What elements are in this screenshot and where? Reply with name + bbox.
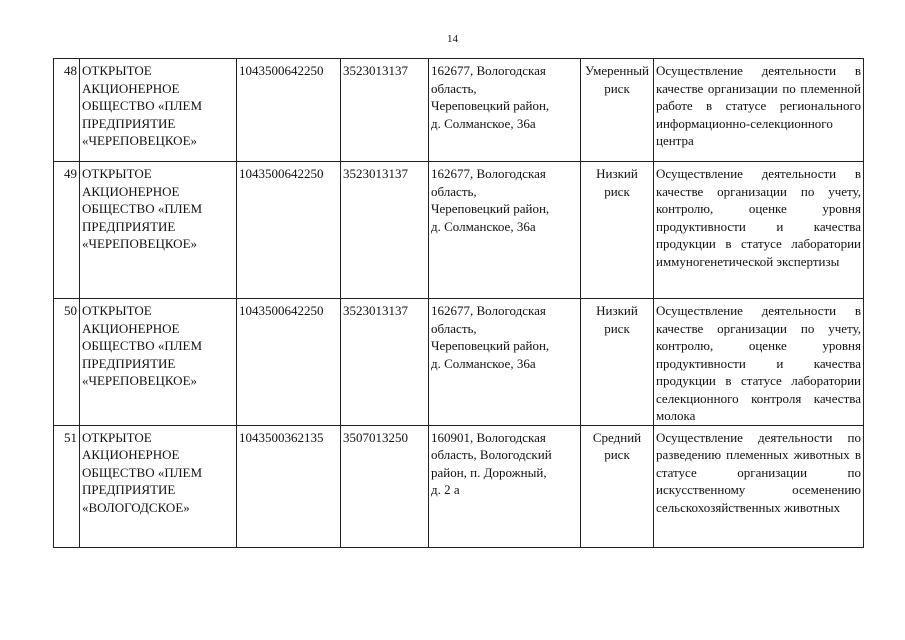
table-row [54, 299, 864, 426]
organization-name: ОТКРЫТОЕ АКЦИОНЕРНОЕ ОБЩЕСТВО «ПЛЕМ ПРЕДПРИЯТИЕ «ЧЕРЕПОВЕЦКОЕ» [80, 299, 237, 426]
organization-name: ОТКРЫТОЕ АКЦИОНЕРНОЕ ОБЩЕСТВО «ПЛЕМ ПРЕДПРИЯТИЕ «ЧЕРЕПОВЕЦКОЕ» [80, 59, 237, 162]
inn-cell: 3523013137 [341, 59, 429, 162]
table-row [54, 59, 864, 162]
ogrn-cell: 1043500642250 [237, 59, 341, 162]
inn-cell: 3523013137 [341, 299, 429, 426]
row-number: 49 [54, 162, 80, 299]
address-cell: 162677, Вологодская область, Череповецкий район, д. Солманское, 36а [429, 299, 581, 426]
organization-name: ОТКРЫТОЕ АКЦИОНЕРНОЕ ОБЩЕСТВО «ПЛЕМ ПРЕДПРИЯТИЕ «ЧЕРЕПОВЕЦКОЕ» [80, 162, 237, 299]
risk-category: Низкий риск [581, 162, 654, 299]
address-cell: 160901, Вологодская область, Вологодский район, п. Дорожный, д. 2 а [429, 425, 581, 547]
activity-description: Осуществление деятельности в качестве организации по учету, контролю, оценке уровня продуктивности и качества продукции в статусе лаборатории иммуногенетической экспертизы [654, 162, 864, 299]
activity-description: Осуществление деятельности в качестве организации по учету, контролю, оценке уровня продуктивности и качества продукции в статусе лаборатории селекционного контроля качества молока [654, 299, 864, 426]
row-number: 48 [54, 59, 80, 162]
row-number: 50 [54, 299, 80, 426]
activity-description: Осуществление деятельности по разведению племенных животных в статусе организации по искусственному осеменению сельскохозяйственных животных [654, 425, 864, 547]
ogrn-cell: 1043500362135 [237, 425, 341, 547]
address-cell: 162677, Вологодская область, Череповецкий район, д. Солманское, 36а [429, 59, 581, 162]
ogrn-cell: 1043500642250 [237, 162, 341, 299]
inn-cell: 3507013250 [341, 425, 429, 547]
risk-category: Умеренный риск [581, 59, 654, 162]
registry-table [53, 58, 864, 548]
address-cell: 162677, Вологодская область, Череповецкий район, д. Солманское, 36а [429, 162, 581, 299]
organization-name: ОТКРЫТОЕ АКЦИОНЕРНОЕ ОБЩЕСТВО «ПЛЕМ ПРЕДПРИЯТИЕ «ВОЛОГОДСКОЕ» [80, 425, 237, 547]
ogrn-cell: 1043500642250 [237, 299, 341, 426]
inn-cell: 3523013137 [341, 162, 429, 299]
table-row [54, 162, 864, 299]
row-number: 51 [54, 425, 80, 547]
risk-category: Средний риск [581, 425, 654, 547]
table-row [54, 425, 864, 547]
risk-category: Низкий риск [581, 299, 654, 426]
page-number: 14 [447, 33, 458, 45]
activity-description: Осуществление деятельности в качестве организации по племенной работе в статусе регионального информационно-селекционного центра [654, 59, 864, 162]
